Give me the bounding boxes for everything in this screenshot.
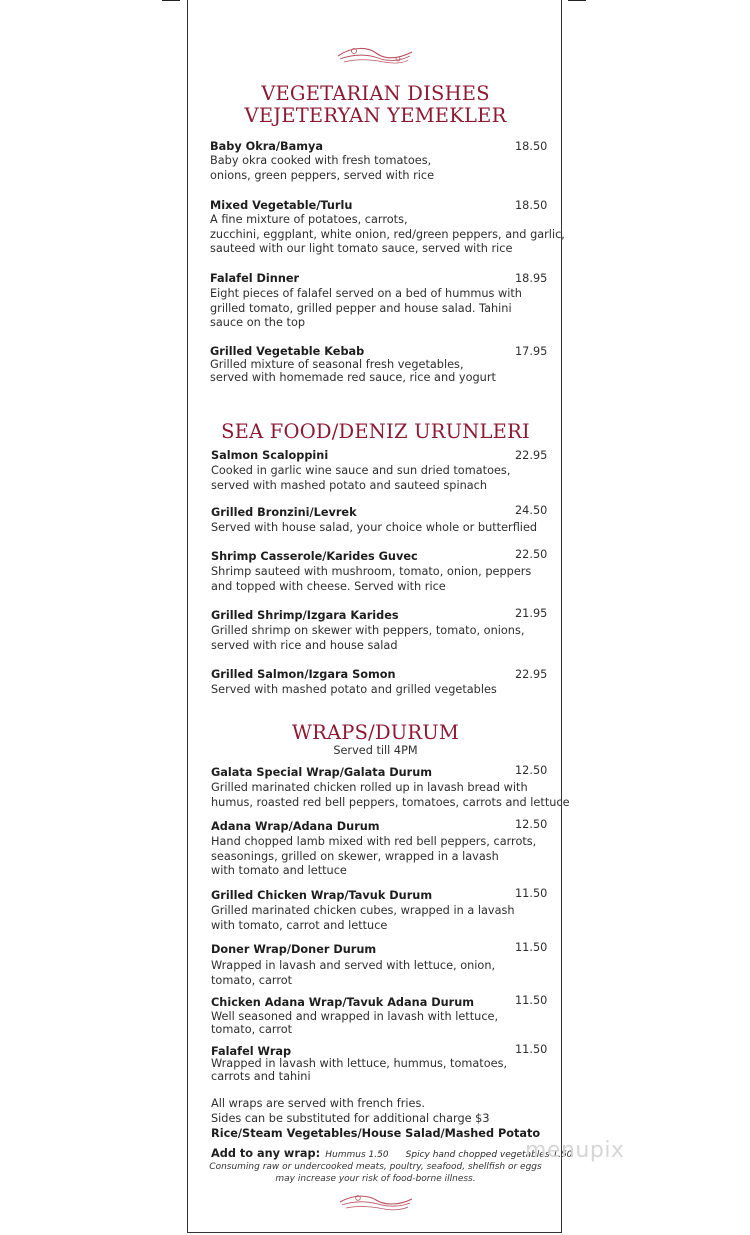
wraps-footer-line: Sides can be substituted for additional charge $3: [211, 1112, 490, 1125]
menu-item-name: Falafel Dinner: [210, 272, 300, 285]
menu-item-name: Galata Special Wrap/Galata Durum: [211, 766, 433, 779]
menu-item-name: Grilled Salmon/Izgara Somon: [211, 668, 396, 681]
section-subtitle-wraps: Served till 4PM: [333, 744, 418, 757]
menu-item-desc: Grilled marinated chicken rolled up in lavash bread with humus, roasted red bell peppers, tomatoes, carrots and lettuce: [211, 781, 570, 809]
menu-item-price: 18.50: [515, 199, 548, 212]
menu-item-price: 11.50: [515, 1043, 548, 1056]
menu-page: [187, 0, 573, 1233]
menu-item-name: Grilled Bronzini/Levrek: [211, 506, 357, 519]
menu-item-desc: Served with mashed potato and grilled vegetables: [211, 683, 497, 696]
menu-item-price: 12.50: [515, 764, 548, 777]
menu-item-desc: Shrimp sauteed with mushroom, tomato, onion, peppers and topped with cheese. Served with rice: [211, 565, 532, 593]
menu-item-desc: Grilled mixture of seasonal fresh vegetables, served with homemade red sauce, rice and yogurt: [210, 358, 496, 384]
top-ornament-icon: [334, 44, 416, 68]
menu-item-price: 22.95: [515, 668, 548, 681]
menu-item-desc: Cooked in garlic wine sauce and sun dried tomatoes, served with mashed potato and sauteed spinach: [211, 464, 511, 492]
menu-item-price: 22.95: [515, 449, 548, 462]
wraps-sides-options: Rice/Steam Vegetables/House Salad/Mashed Potato: [211, 1127, 541, 1140]
menu-item-name: Grilled Chicken Wrap/Tavuk Durum: [211, 889, 433, 902]
menu-item-name: Chicken Adana Wrap/Tavuk Adana Durum: [211, 996, 475, 1009]
menu-item-desc: A fine mixture of potatoes, carrots, zucchini, eggplant, white onion, red/green peppers, and garlic, sauteed with our light tomato sauce, served with rice: [210, 213, 565, 256]
menu-item-price: 17.95: [515, 345, 548, 358]
menu-item-price: 24.50: [515, 504, 548, 517]
menu-item-name: Grilled Shrimp/Izgara Karides: [211, 609, 399, 622]
menu-item-price: 12.50: [515, 818, 548, 831]
menu-item-desc: Served with house salad, your choice whole or butterflied: [211, 521, 538, 534]
menu-item-name: Mixed Vegetable/Turlu: [210, 199, 353, 212]
disclaimer: Consuming raw or undercooked meats, poultry, seafood, shellfish or eggs may increase your risk of food-borne illness.: [209, 1162, 542, 1184]
menu-item-desc: Wrapped in lavash and served with lettuce, onion, tomato, carrot: [211, 959, 496, 987]
watermark-logo: menupix: [525, 1138, 625, 1163]
section-title-seafood: SEA FOOD/DENIZ URUNLERI: [221, 420, 530, 443]
menu-item-price: 18.50: [515, 140, 548, 153]
section-title-vegetarian: VEGETARIAN DISHES: [261, 82, 490, 105]
menu-item-name: Falafel Wrap: [211, 1045, 292, 1058]
menu-item-name: Doner Wrap/Doner Durum: [211, 943, 377, 956]
addon-hummus: Hummus 1.50: [325, 1150, 389, 1160]
menu-item-price: 11.50: [515, 941, 548, 954]
menu-item-desc: Eight pieces of falafel served on a bed of hummus with grilled tomato, grilled pepper and house salad. Tahini sauce on the top: [210, 287, 522, 330]
wraps-addons: [211, 1142, 572, 1161]
addon-spicy-vegetables: Spicy hand chopped vegetables 1.50: [405, 1150, 573, 1160]
menu-item-price: 18.95: [515, 272, 548, 285]
section-title-wraps: WRAPS/DURUM: [291, 721, 460, 744]
menu-item-name: Grilled Vegetable Kebab: [210, 345, 365, 358]
menu-item-price: 11.50: [515, 887, 548, 900]
menu-item-desc: Grilled marinated chicken cubes, wrapped in a lavash with tomato, carrot and lettuce: [211, 904, 515, 932]
menu-item-name: Shrimp Casserole/Karides Guvec: [211, 550, 418, 563]
section-title-vegetarian-tr: VEJETERYAN YEMEKLER: [244, 104, 507, 127]
menu-item-desc: Baby okra cooked with fresh tomatoes, onions, green peppers, served with rice: [210, 154, 435, 182]
menu-item-price: 21.95: [515, 607, 548, 620]
menu-item-desc: Grilled shrimp on skewer with peppers, tomato, onions, served with rice and house salad: [211, 624, 525, 652]
bottom-ornament-icon: [336, 1190, 416, 1214]
menu-item-price: 11.50: [515, 994, 548, 1007]
menu-item-desc: Hand chopped lamb mixed with red bell peppers, carrots, seasonings, grilled on skewer, wrapped in a lavash with tomato and lettuce: [211, 835, 537, 878]
menu-item-price: 22.50: [515, 548, 548, 561]
addon-label: Add to any wrap:: [211, 1147, 321, 1160]
menu-item-desc: Wrapped in lavash with lettuce, hummus, tomatoes, carrots and tahini: [211, 1057, 508, 1083]
menu-item-name: Baby Okra/Bamya: [210, 140, 324, 153]
crop-mark: [162, 0, 180, 1]
crop-mark: [568, 0, 586, 1]
menu-item-desc: Well seasoned and wrapped in lavash with lettuce, tomato, carrot: [211, 1010, 499, 1036]
menu-item-name: Salmon Scaloppini: [211, 449, 329, 462]
wraps-footer-line: All wraps are served with french fries.: [211, 1097, 425, 1110]
menu-item-name: Adana Wrap/Adana Durum: [211, 820, 380, 833]
